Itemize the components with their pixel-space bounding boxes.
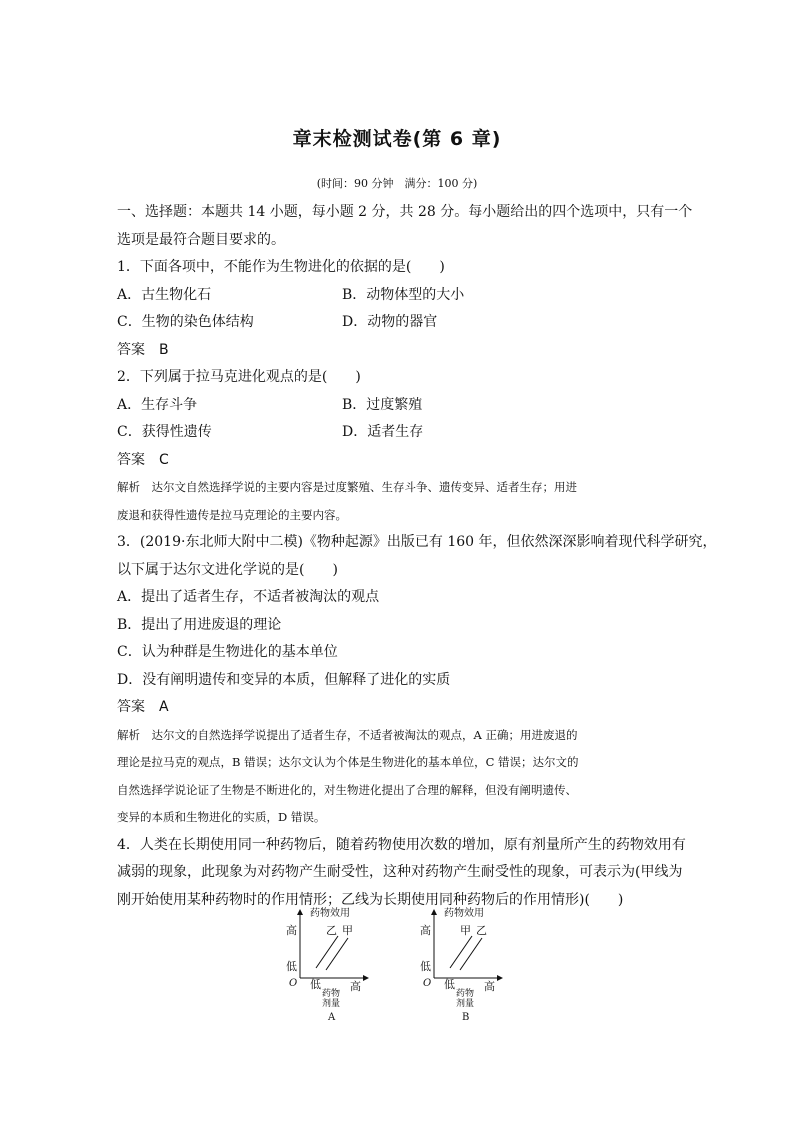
figure-a-right-line-label: 甲 [342, 924, 353, 937]
figure-b-y-low: 低 [420, 960, 431, 973]
question-1-options-row-2 [117, 309, 679, 337]
figure-a-y-low: 低 [286, 960, 297, 973]
figure-a-origin: O [289, 978, 298, 989]
figure-b-line-yi [460, 938, 482, 970]
figure-b-origin: O [423, 978, 432, 989]
question-4-stem-line-2: 减弱的现象，此现象为对药物产生耐受性，这种对药物产生耐受性的现象，可表示为(甲线为 [117, 864, 683, 880]
question-2-options-row-1 [117, 392, 679, 420]
figure-a-line-yi [316, 936, 338, 968]
question-3-option-d: D．没有阐明遗传和变异的本质，但解释了进化的实质 [117, 671, 451, 688]
question-2-options-row-2 [117, 419, 679, 447]
figure-a [280, 906, 380, 1026]
question-2-option-c: C．获得性遗传 [117, 424, 212, 440]
question-1-stem: 1．下面各项中，不能作为生物进化的依据的是( ) [117, 259, 445, 275]
figure-b [414, 906, 514, 1026]
question-1-options-row-1 [117, 282, 679, 310]
question-2-option-a: A．生存斗争 [117, 396, 198, 413]
figure-b-caption: B [462, 1012, 470, 1023]
figure-a-left-line-label: 乙 [326, 924, 337, 937]
question-3-analysis-line-3: 自然选择学说论证了生物是不断进化的，对生物进化提出了合理的解释，但没有阐明遗传、 [117, 782, 577, 797]
question-3-stem-line-1: 3．(2019·东北师大附中二模)《物种起源》出版已有 160 年，但依然深深影响着现代科学研究， [117, 534, 717, 550]
section-intro-line-2: 选项是最符合题目要求的。 [117, 231, 285, 248]
question-1-option-a: A．古生物化石 [117, 286, 212, 303]
question-3-stem-line-2: 以下属于达尔文进化学说的是( ) [117, 561, 338, 578]
figure-a-x-low: 低 [310, 978, 321, 991]
figure-b-x-low: 低 [444, 978, 455, 991]
page-title: 章末检测试卷(第 6 章) [292, 128, 502, 150]
question-3-option-a: A．提出了适者生存，不适者被淘汰的观点 [117, 589, 380, 605]
figure-a-graph [280, 906, 380, 1026]
section-intro-line-1: 一、选择题：本题共 14 小题，每小题 2 分，共 28 分。每小题给出的四个选项中，只有一个 [117, 204, 693, 220]
question-2-stem: 2．下列属于拉马克进化观点的是( ) [117, 369, 361, 385]
question-1-option-b: B．动物体型的大小 [342, 286, 465, 303]
question-3-option-c: C．认为种群是生物进化的基本单位 [117, 644, 338, 660]
figure-b-x-axis-label-1: 药物 [456, 989, 475, 999]
question-3-answer: 答案 A [117, 699, 169, 715]
question-3-option-b: B．提出了用进废退的理论 [117, 616, 282, 633]
figure-b-line-jia [450, 936, 472, 968]
question-2-analysis-line-1: 解析 达尔文自然选择学说的主要内容是过度繁殖、生存斗争、遗传变异、适者生存；用进 [117, 480, 577, 494]
figure-a-x-axis-label-1: 药物 [322, 989, 341, 999]
question-4-figures [280, 906, 510, 1026]
figure-b-x-high: 高 [484, 980, 495, 993]
question-2-option-d: D．适者生存 [342, 424, 424, 440]
figure-b-x-axis-label-2: 剂量 [456, 999, 475, 1009]
figure-a-line-jia [326, 938, 348, 970]
figure-a-y-high: 高 [286, 924, 297, 937]
figure-b-y-high: 高 [420, 924, 431, 937]
figure-a-caption: A [328, 1012, 336, 1023]
question-2-option-b: B．过度繁殖 [342, 396, 423, 413]
question-2-answer: 答案 C [117, 451, 169, 468]
figure-b-y-axis-label: 药物效用 [444, 908, 484, 919]
figure-b-graph [414, 906, 514, 1026]
question-3-analysis-line-4: 变异的本质和生物进化的实质，D 错误。 [117, 810, 326, 824]
figure-a-y-axis-label: 药物效用 [310, 908, 350, 919]
question-1-answer: 答案 B [117, 341, 169, 358]
question-4-stem-line-3: 刚开始使用某种药物时的作用情形；乙线为长期使用同种药物后的作用情形)( ) [117, 891, 624, 908]
figure-a-x-axis-label-2: 剂量 [322, 999, 341, 1009]
question-3-analysis-line-2: 理论是拉马克的观点，B 错误；达尔文认为个体是生物进化的基本单位，C 错误；达尔文的 [117, 755, 579, 769]
question-2-analysis-line-2: 废退和获得性遗传是拉马克理论的主要内容。 [117, 507, 347, 522]
question-list [117, 199, 717, 914]
question-4-stem-line-1: 4．人类在长期使用同一种药物后，随着药物使用次数的增加，原有剂量所产生的药物效用有 [117, 836, 686, 853]
question-3-analysis-line-1: 解析 达尔文的自然选择学说提出了适者生存，不适者被淘汰的观点，A 正确；用进废退的 [117, 727, 578, 742]
figure-a-x-high: 高 [350, 980, 361, 993]
figure-b-right-line-label: 乙 [476, 924, 487, 937]
figure-b-left-line-label: 甲 [460, 924, 471, 937]
question-1-option-d: D．动物的器官 [342, 314, 438, 330]
exam-info: (时间：90 分钟 满分：100 分) [316, 177, 478, 190]
question-1-option-c: C．生物的染色体结构 [117, 314, 254, 330]
